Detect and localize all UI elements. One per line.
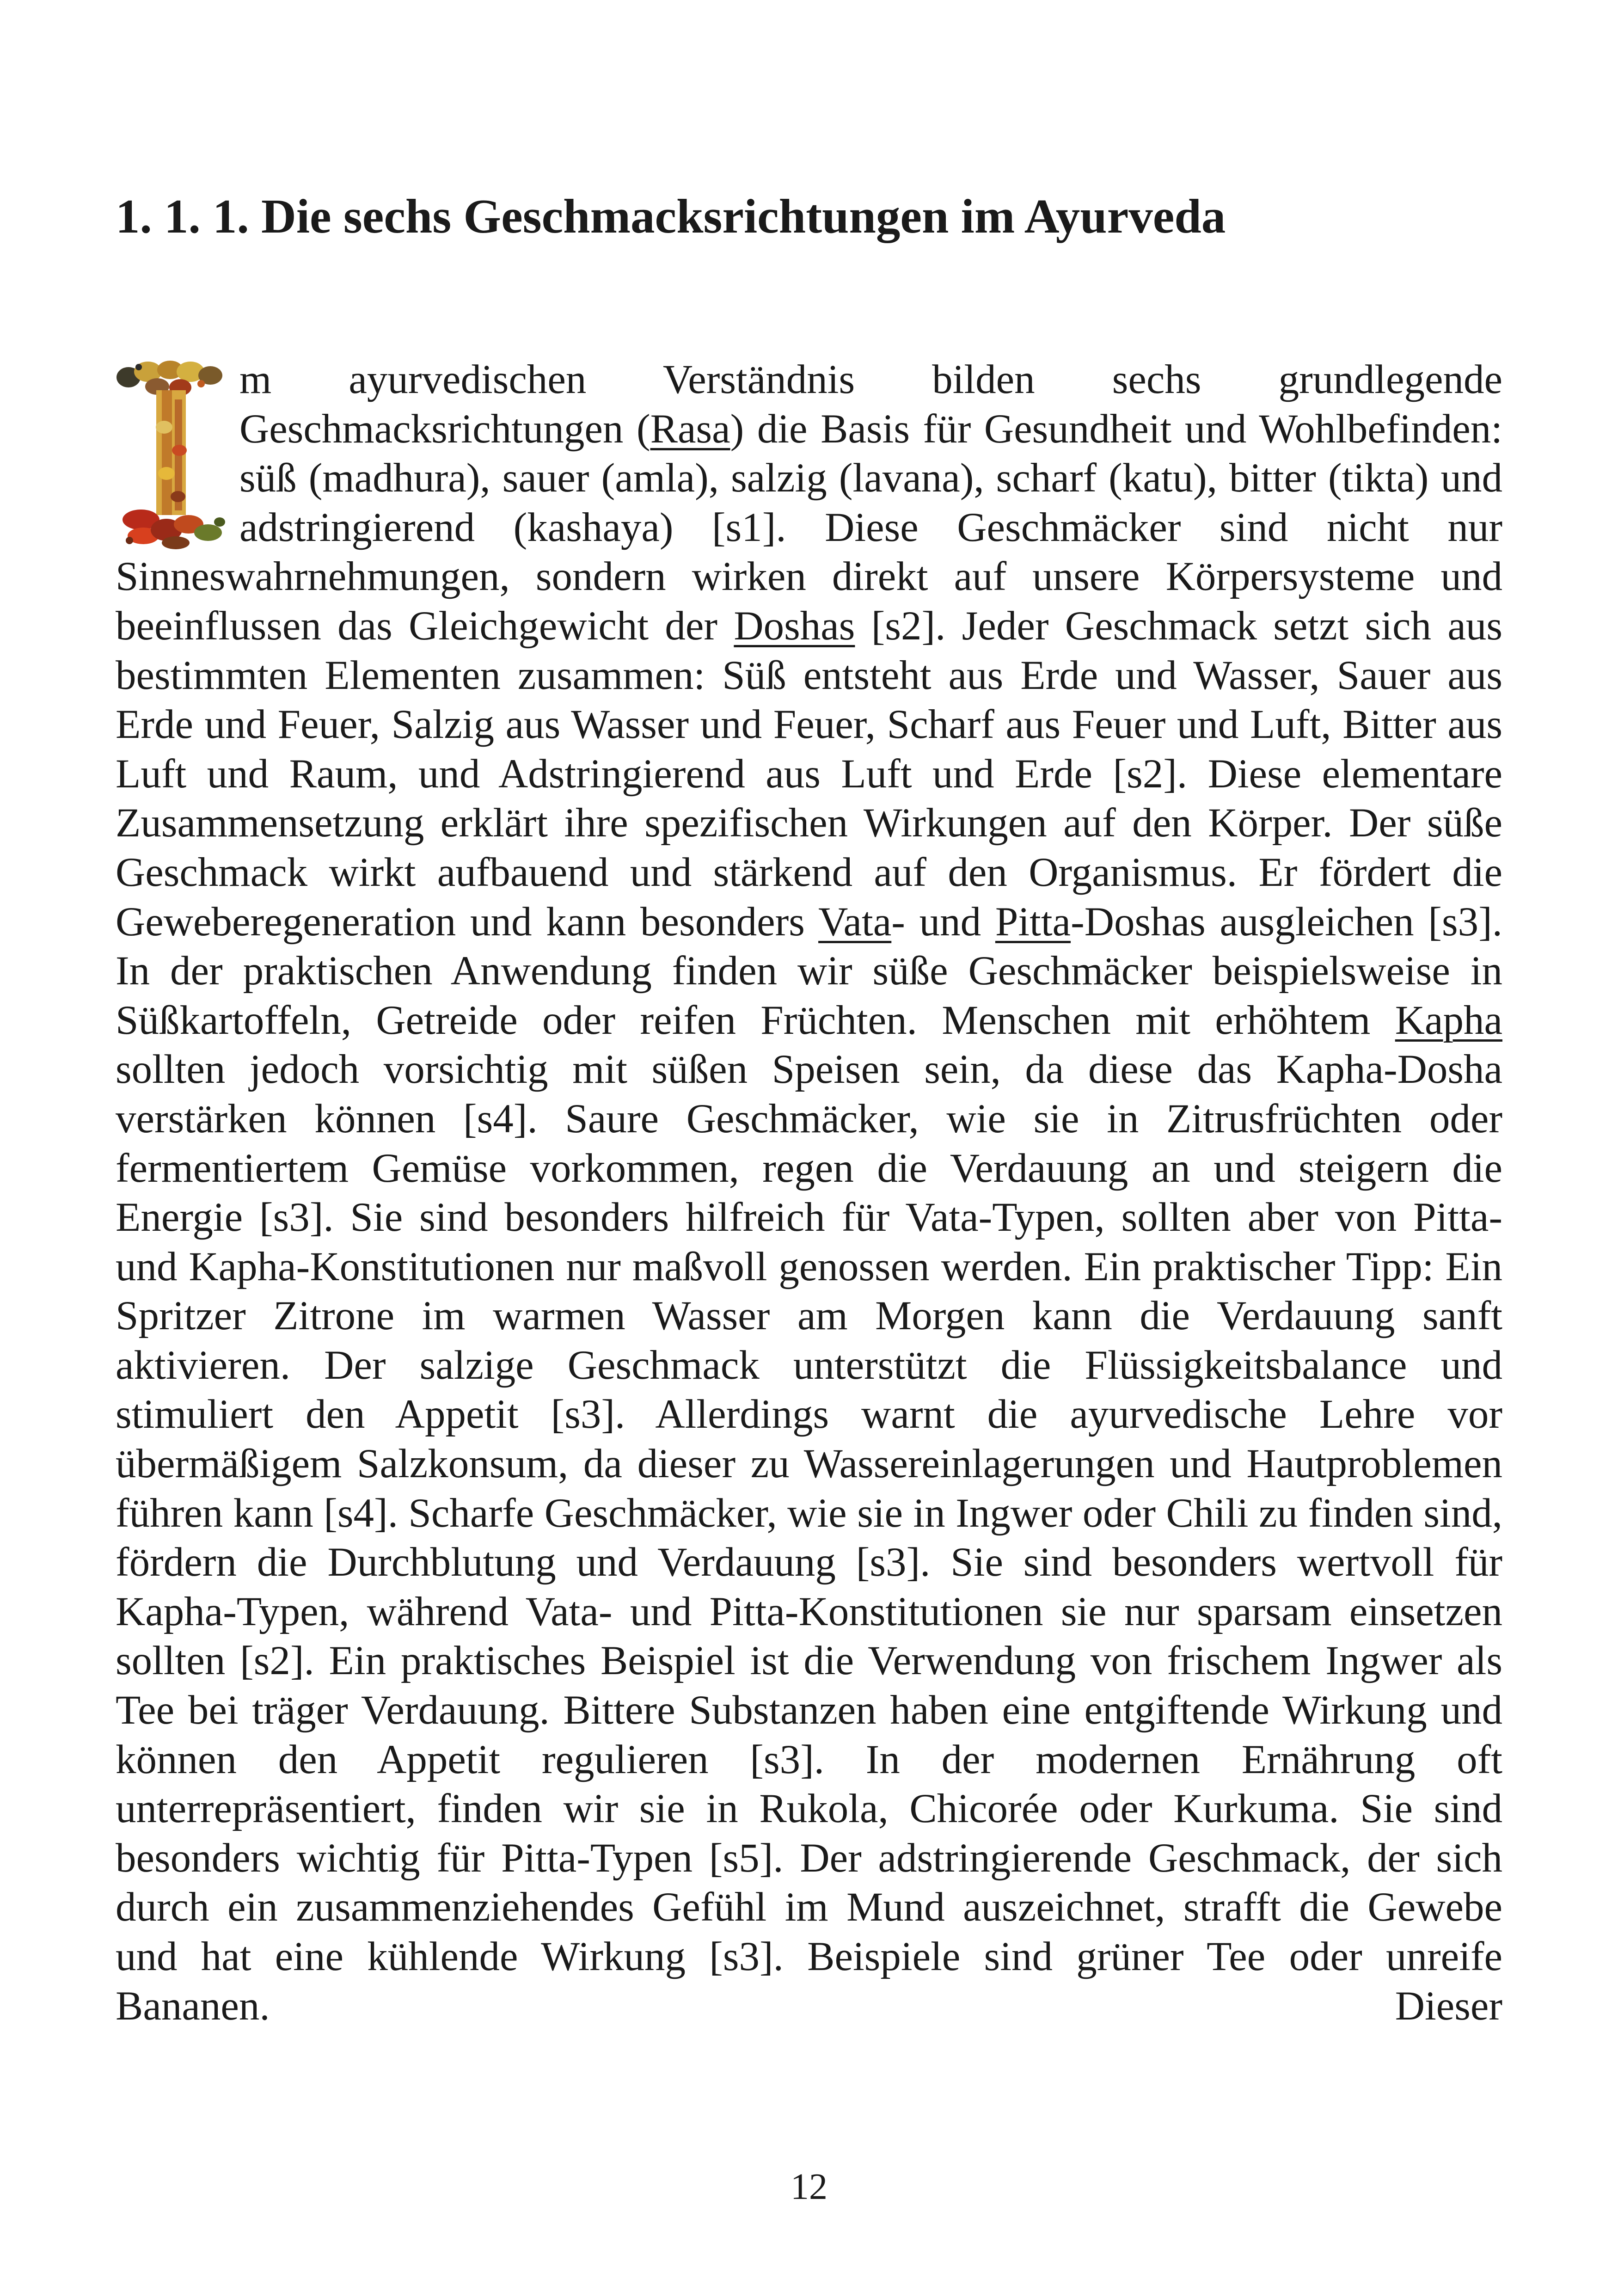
paragraph-text: -Doshas ausgleichen [s3]. In der praktischen Anwendung finden wir süße Geschmäcker beispielsweise in Süßkartoffeln, Getreide oder reifen Früchten. Menschen mit erhöhtem (116, 899, 1502, 1043)
paragraph-text: [s2]. Jeder Geschmack setzt sich aus bestimmten Elementen zusammen: Süß entsteht aus Erde und Wasser, Sauer aus Erde und Feuer, Salzig aus Wasser und Feuer, Scharf aus Feuer und Luft, Bitter aus Luft und Raum, und Adstringierend aus Luft und Erde [s2]. Diese elementare Zusammensetzung erklärt ihre spezifischen Wirkungen auf den Körper. Der süße Geschmack wirkt aufbauend und stärkend auf den Organismus. Er fördert die Geweberegeneration und kann besonders (116, 603, 1502, 945)
paragraph-text: - und (891, 899, 995, 945)
vata-link[interactable]: Vata (818, 899, 892, 945)
body-paragraph (116, 355, 1502, 2031)
page-title: 1. 1. 1. Die sechs Geschmacksrichtungen im Ayurveda (116, 189, 1226, 243)
paragraph-text: m ayurvedischen Verständnis bilden sechs grundlegende Geschmacksrichtungen ( (239, 357, 1502, 452)
paragraph-text: ) die Basis für Gesundheit und Wohlbefinden: süß (madhura), sauer (amla), salzig (lavana), scharf (katu), bitter (tikta) und adstringierend (kashaya) [s1]. Diese Geschmäcker sind nicht nur Sinneswahrnehmungen, sondern wirken direkt auf unsere Körpersysteme und beeinflussen das Gleichgewicht der (116, 406, 1503, 649)
doshas-link[interactable]: Doshas (734, 603, 855, 649)
paragraph-text: sollten jedoch vorsichtig mit süßen Speisen sein, da diese das Kapha-Dosha verstärken können [s4]. Saure Geschmäcker, wie sie in Zitrusfrüchten oder fermentiertem Gemüse vorkommen, regen die Verdauung an und steigern die Energie [s3]. Sie sind besonders hilfreich für Vata-Typen, sollten aber von Pitta- und Kapha-Konstitutionen nur maßvoll genossen werden. Ein praktischer Tipp: Ein Spritzer Zitrone im warmen Wasser am Morgen kann die Verdauung sanft aktivieren. Der salzige Geschmack unterstützt die Flüssigkeitsbalance und stimuliert den Appetit [s3]. Allerdings warnt die ayurvedische Lehre vor übermäßigem Salzkonsum, da dieser zu Wassereinlagerungen und Hautproblemen führen kann [s4]. Scharfe Geschmäcker, wie sie in Ingwer oder Chili zu finden sind, fördern die Durchblutung und Verdauung [s3]. Sie sind besonders wertvoll für Kapha-Typen, während Vata- und Pitta-Konstitutionen sie nur sparsam einsetzen sollten [s2]. Ein praktisches Beispiel ist die Verwendung von frischem Ingwer als Tee bei träger Verdauung. Bittere Substanzen haben eine entgiftende Wirkung und können den Appetit regulieren [s3]. In der modernen Ernährung oft unterrepräsentiert, finden wir sie in Rukola, Chicorée oder Kurkuma. Sie sind besonders wichtig für Pitta-Typen [s5]. Der adstringierende Geschmack, der sich durch ein zusammenziehendes Gefühl im Mund auszeichnet, strafft die Gewebe und hat eine kühlende Wirkung [s3]. Beispiele sind grüner Tee oder unreife Bananen. Dieser (116, 1047, 1502, 2029)
rasa-link[interactable]: Rasa (650, 406, 730, 452)
pitta-link[interactable]: Pitta (995, 899, 1071, 945)
kapha-link[interactable]: Kapha (1395, 997, 1502, 1043)
spice-drop-cap-icon (116, 358, 226, 552)
page-number: 12 (791, 2167, 827, 2207)
